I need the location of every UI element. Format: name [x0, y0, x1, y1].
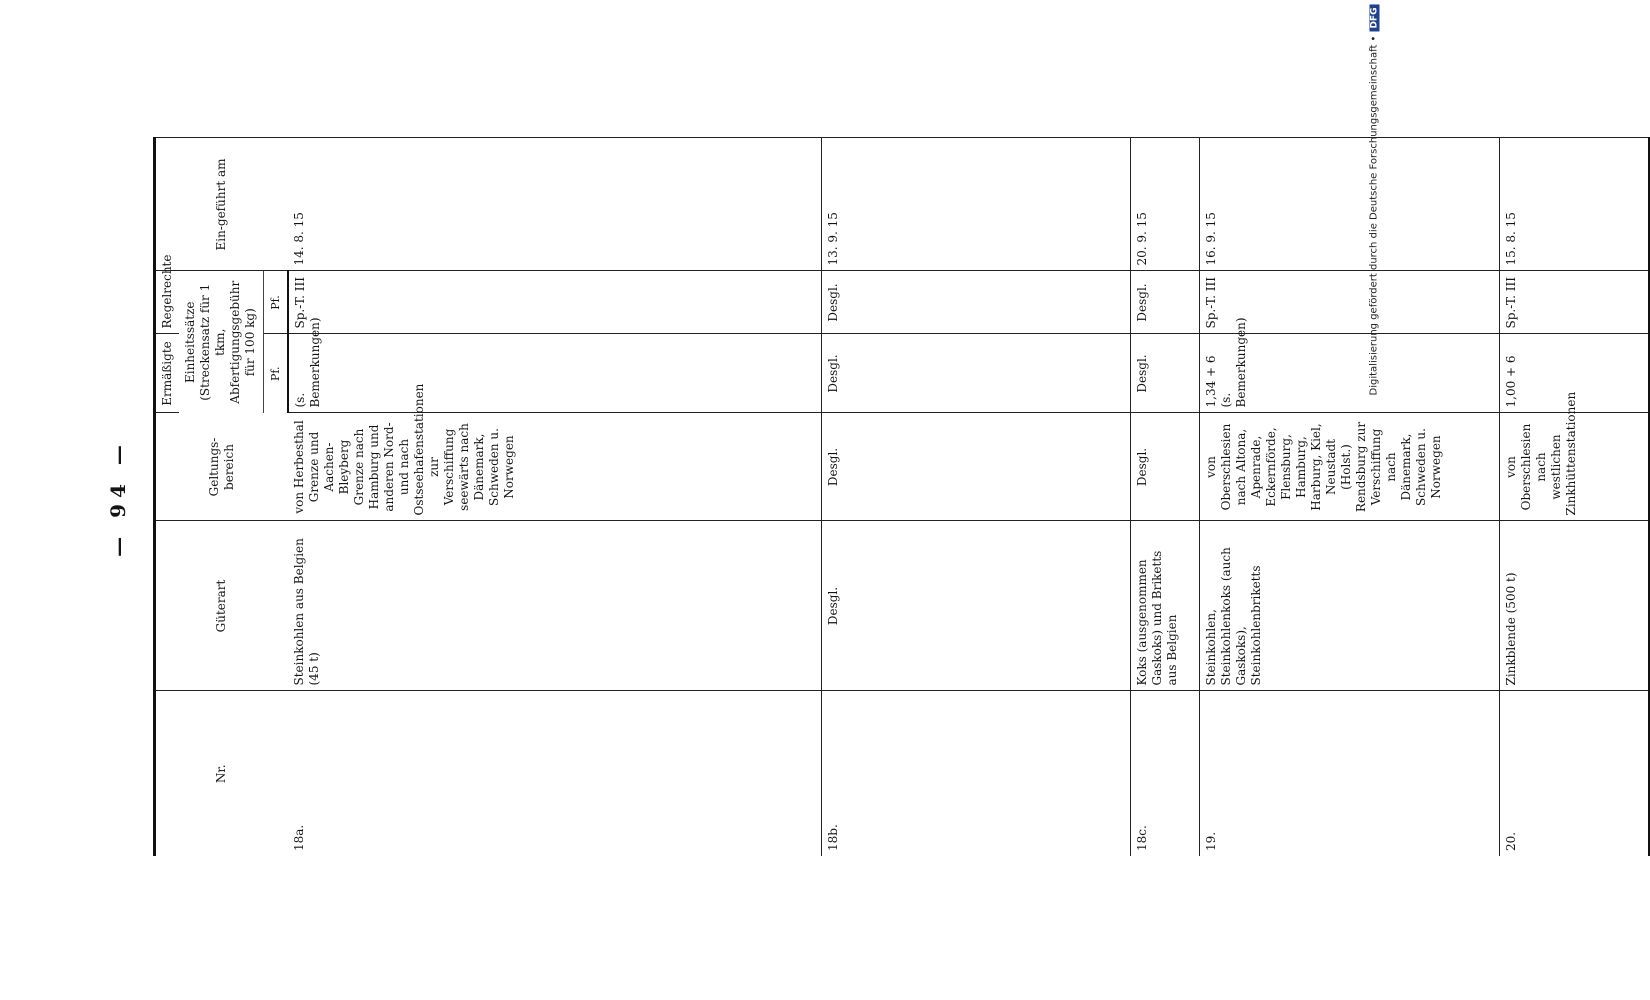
credit-text: Digitalisierung gefördert durch die Deutsche Forschungsgemeinschaft • [1368, 35, 1380, 396]
cell-eingefuehrt: 20. 9. 15 [1130, 138, 1199, 271]
header-eingefuehrt: Ein-geführt am [155, 138, 288, 271]
cell-gueterart: Steinkohlen aus Belgien (45 t) [288, 521, 822, 691]
cell-regelrechte: Sp.-T. III [1499, 271, 1649, 334]
cell-geltungsbereich: Desgl. [1130, 413, 1199, 521]
cell-eingefuehrt: 13. 9. 15 [821, 138, 1130, 271]
cell-nr: 18a. [291, 824, 306, 851]
table-row [821, 138, 1130, 856]
cell-ermaessigte: Desgl. [1130, 334, 1199, 413]
cell-eingefuehrt: 16. 9. 15 [1199, 138, 1499, 271]
header-gueterart: Güterart [155, 521, 288, 691]
table-row [1130, 138, 1199, 856]
cell-eingefuehrt: 15. 8. 15 [1499, 138, 1649, 271]
cell-ermaessigte: 1,00 + 6 [1499, 334, 1649, 413]
dfg-logo: DFG [1370, 5, 1380, 32]
header-regelrechte: Regelrechte [155, 271, 180, 334]
header-pf-right: Pf. [263, 271, 288, 334]
table-row [288, 138, 822, 856]
page-number: — 94 — [106, 439, 130, 557]
header-nr: Nr. [155, 691, 288, 856]
cell-regelrechte: Desgl. [1130, 271, 1199, 334]
cell-regelrechte: Sp.-T. III [1199, 271, 1499, 334]
cell-gueterart: Steinkohlen, Steinkohlenkoks (auch Gaskoks), Steinkohlenbriketts [1199, 521, 1499, 691]
cell-geltungsbereich: Desgl. [821, 413, 1130, 521]
cell-geltungsbereich: von Oberschlesien nach Altona, Apenrade, Eckernförde, Flensburg, Hamburg, Harburg, Kiel, Neustadt (Holst.) Rendsburg zur Verschiffung nach Dänemark, Schweden u. Norwegen [1199, 413, 1499, 521]
cell-eingefuehrt: 14. 8. 15 [288, 138, 822, 271]
cell-regelrechte: Desgl. [821, 271, 1130, 334]
header-ermaessigte: Ermäßigte [155, 334, 180, 413]
cell-ermaessigte: 1,34 + 6 (s. Bemerkungen) [1199, 334, 1499, 413]
header-pf-left: Pf. [263, 334, 288, 413]
cell-gueterart: Desgl. [821, 521, 1130, 691]
cell-gueterart: Koks (ausgenommen Gaskoks) und Briketts aus Belgien [1130, 521, 1199, 691]
cell-regelrechte: Sp.-T. III [288, 271, 822, 334]
header-einheitssaetze-sub: (Streckensatz für 1 tkm, Abfertigungsgebühr für 100 kg) [198, 280, 258, 404]
cell-geltungsbereich: von Oberschlesien nach westlichen Zinkhüttenstationen [1499, 413, 1649, 521]
cell-nr: 18c. [1130, 691, 1199, 856]
table-header [155, 138, 288, 856]
header-einheitssaetze [179, 271, 263, 413]
header-geltungsbereich: Geltungs-bereich [155, 413, 288, 521]
cell-nr: 19. [1199, 691, 1499, 856]
table-row [1199, 138, 1499, 856]
cell-ermaessigte: (s. Bemerkungen) [288, 334, 822, 413]
cell-ermaessigte: Desgl. [821, 334, 1130, 413]
cell-gueterart: Zinkblende (500 t) [1499, 521, 1649, 691]
tariff-table [153, 138, 1650, 856]
cell-geltungsbereich: von Herbesthal Grenze und Aachen-Bleyberg Grenze nach Hamburg und anderen Nord- und nach Ostseehafenstationen zur Verschiffung seewärts nach Dänemark, Schweden u. Norwegen [288, 413, 822, 521]
table-body [288, 138, 1650, 856]
header-einheitssaetze-title: Einheitssätze [183, 301, 198, 384]
cell-nr: 18b. [821, 691, 1130, 856]
table-row [1499, 138, 1649, 856]
cell-nr: 20. [1499, 691, 1649, 856]
